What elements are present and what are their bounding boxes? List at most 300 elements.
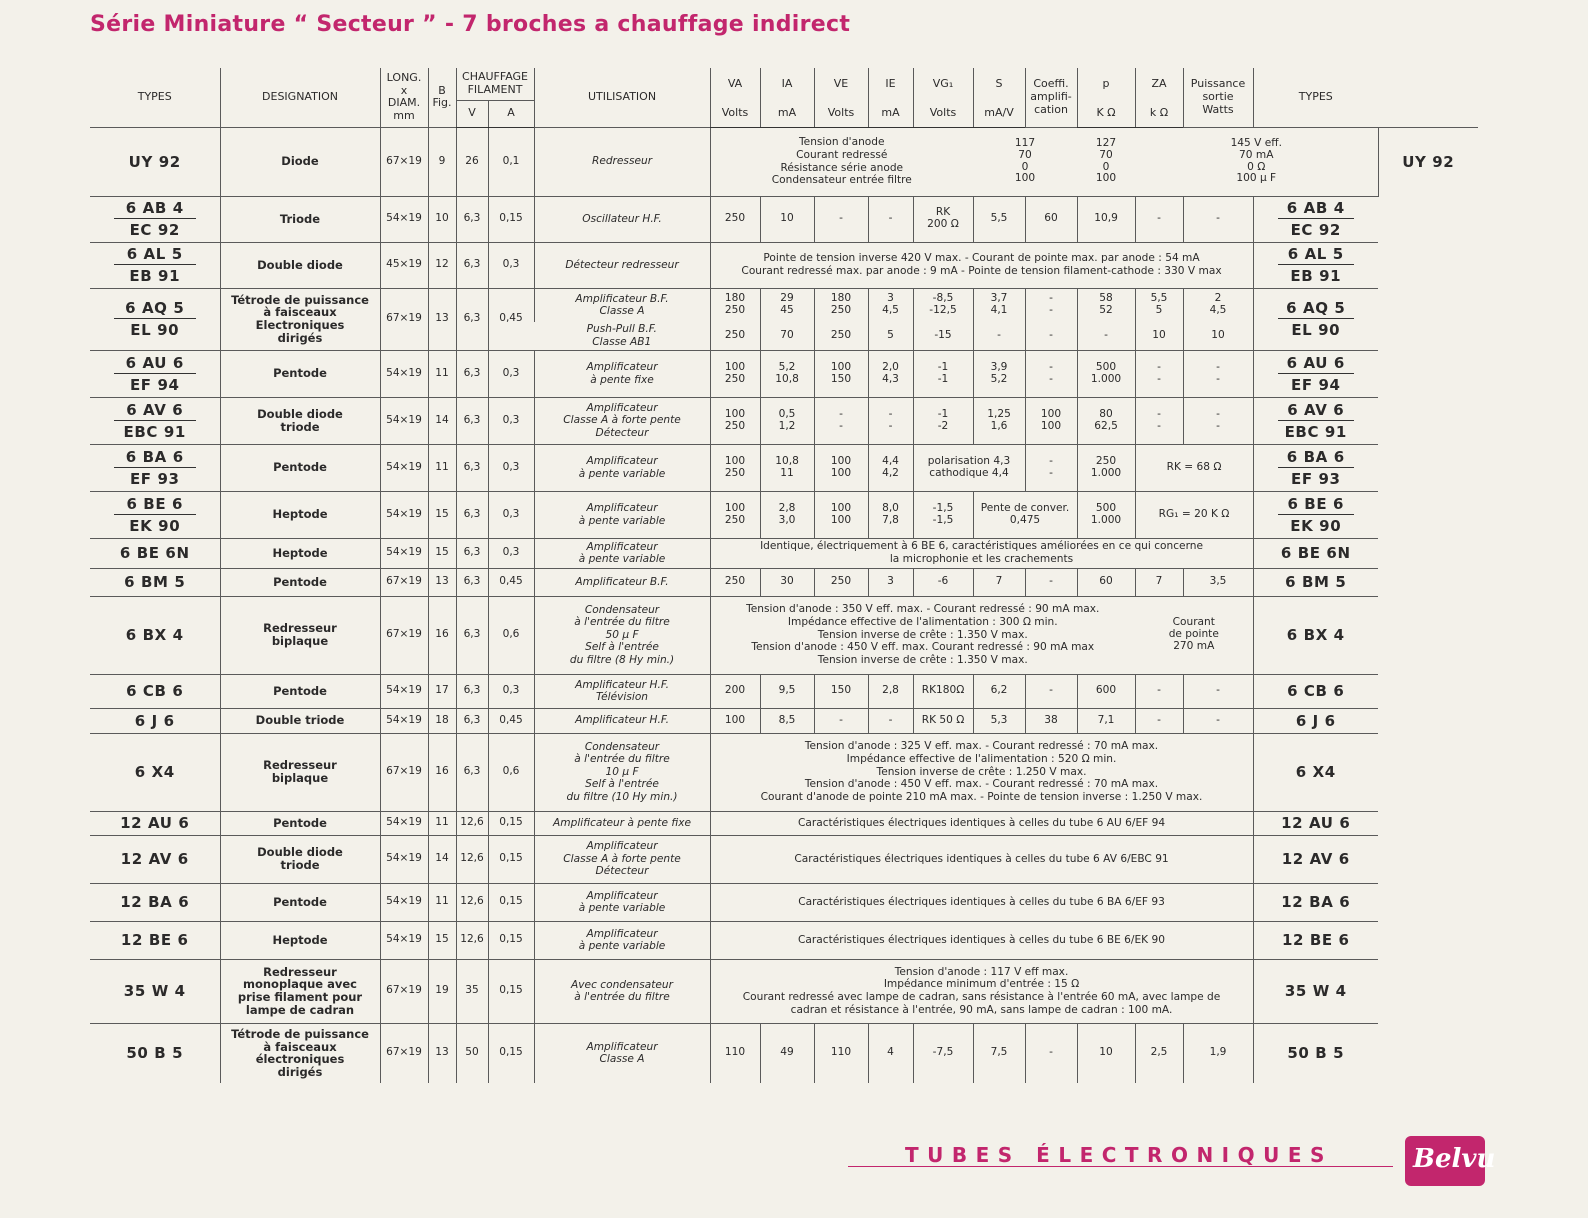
- fig: 16: [428, 596, 456, 674]
- fig: 11: [428, 811, 456, 835]
- tube-type: 6 J 6: [90, 708, 220, 733]
- col-coeff: Coeffi. amplifi- cation: [1025, 68, 1077, 127]
- fil-a: 0,3: [488, 242, 534, 288]
- fig: 10: [428, 196, 456, 242]
- utilisation: Push-Pull B.F. Classe AB1: [586, 323, 657, 348]
- va: 180 250: [710, 288, 760, 322]
- characteristics-text: Tension d'anode : 117 V eff max. Impédance minimum d'entrée : 15 Ω Courant redressé avec lampe de cadran, sans résistance à l'entrée 60 mA, avec lampe de cadran et résistance à l'entrée, 90 mA, sans lampe de cadran : 100 mA.: [710, 959, 1253, 1023]
- coeff: -: [1025, 674, 1077, 708]
- uy92-col3: 127 70 0 100: [1077, 127, 1135, 196]
- utilisation: Détecteur redresseur: [534, 242, 710, 288]
- logo-text: Belvu: [1413, 1144, 1496, 1174]
- va: 250: [710, 322, 760, 350]
- coeff: 38: [1025, 708, 1077, 733]
- utilisation: Condensateur à l'entrée du filtre 10 µ F Self à l'entrée du filtre (10 Hy min.): [534, 733, 710, 811]
- col-s: S: [973, 68, 1025, 100]
- vg: RK 50 Ω: [913, 708, 973, 733]
- coeff: 100 100: [1025, 397, 1077, 444]
- fil-v: 6,3: [456, 288, 488, 350]
- fil-v: 35: [456, 959, 488, 1023]
- coeff: -: [1025, 322, 1077, 350]
- table-row: [90, 568, 1478, 596]
- s: 5,3: [973, 708, 1025, 733]
- za: 10: [1135, 322, 1183, 350]
- col-ve: VE: [814, 68, 868, 100]
- fil-v: 6,3: [456, 397, 488, 444]
- tube-type-right: 6 BE 6 EK 90: [1253, 491, 1378, 538]
- unit-ie: mA: [868, 100, 913, 127]
- vg: -1 -2: [913, 397, 973, 444]
- col-v: V: [456, 100, 488, 127]
- tube-type-right: 12 AU 6: [1253, 811, 1378, 835]
- footer-text: TUBES ÉLECTRONIQUES: [905, 1143, 1333, 1167]
- designation: Redresseur monoplaque avec prise filament pour lampe de cadran: [220, 959, 380, 1023]
- ie: 4,4 4,2: [868, 444, 913, 491]
- p: 80 62,5: [1077, 397, 1135, 444]
- za: -: [1135, 708, 1183, 733]
- tube-type: 50 B 5: [90, 1023, 220, 1083]
- designation: Pentode: [220, 883, 380, 921]
- fil-a: 0,6: [488, 596, 534, 674]
- col-vg: VG₁: [913, 68, 973, 100]
- col-designation: DESIGNATION: [220, 68, 380, 127]
- vg: -7,5: [913, 1023, 973, 1083]
- tube-type-right: 12 AV 6: [1253, 835, 1378, 883]
- fil-a: 0,1: [488, 127, 534, 196]
- puissance: -: [1183, 674, 1253, 708]
- tube-type: 6 BA 6 EF 93: [90, 444, 220, 491]
- table-row: [90, 1023, 1478, 1083]
- va: 100: [710, 708, 760, 733]
- tube-type-right: 6 AQ 5 EL 90: [1253, 288, 1378, 350]
- ia: 9,5: [760, 674, 814, 708]
- long-diam: 54×19: [380, 350, 428, 397]
- table-row: [90, 674, 1478, 708]
- tube-type-right: 6 AV 6 EBC 91: [1253, 397, 1378, 444]
- peak-current: Courant de pointe 270 mA: [1135, 596, 1253, 674]
- col-ie: IE: [868, 68, 913, 100]
- fil-a: 0,3: [488, 350, 534, 397]
- tube-type-right: 6 CB 6: [1253, 674, 1378, 708]
- vg-s: polarisation 4,3 cathodique 4,4: [913, 444, 1025, 491]
- designation: Tétrode de puissance à faisceaux Electroniques dirigés: [220, 288, 380, 350]
- tube-type: 6 AB 4 EC 92: [90, 196, 220, 242]
- table-row: [90, 959, 1478, 1023]
- tube-type: 6 AV 6 EBC 91: [90, 397, 220, 444]
- coeff: -: [1025, 1023, 1077, 1083]
- va: 250: [710, 196, 760, 242]
- table-row: [90, 883, 1478, 921]
- fil-v: 6,3: [456, 350, 488, 397]
- puissance: 1,9: [1183, 1023, 1253, 1083]
- unit-va: Volts: [710, 100, 760, 127]
- fil-v: 6,3: [456, 568, 488, 596]
- coeff: -: [1025, 568, 1077, 596]
- s: 5,5: [973, 196, 1025, 242]
- fil-a: 0,3: [488, 538, 534, 568]
- tube-type-right: 12 BE 6: [1253, 921, 1378, 959]
- col-ia: IA: [760, 68, 814, 100]
- characteristics-text: Pointe de tension inverse 420 V max. - Courant de pointe max. par anode : 54 mA Courant redressé max. par anode : 9 mA - Pointe de tension filament-cathode : 330 V max: [710, 242, 1253, 288]
- fil-a: 0,15: [488, 1023, 534, 1083]
- vg: -8,5 -12,5: [913, 288, 973, 322]
- tube-type-right: 35 W 4: [1253, 959, 1378, 1023]
- long-diam: 67×19: [380, 733, 428, 811]
- utilisation: Condensateur à l'entrée du filtre 50 µ F Self à l'entrée du filtre (8 Hy min.): [534, 596, 710, 674]
- tube-type: 6 AL 5 EB 91: [90, 242, 220, 288]
- tube-type-right: 6 BX 4: [1253, 596, 1378, 674]
- long-diam: 54×19: [380, 708, 428, 733]
- utilisation: Amplificateur à pente fixe: [534, 811, 710, 835]
- fil-a: 0,15: [488, 835, 534, 883]
- uy92-col4: 145 V eff. 70 mA 0 Ω 100 µ F: [1135, 127, 1378, 196]
- va: 200: [710, 674, 760, 708]
- utilisation: Amplificateur Classe A à forte pente Détecteur: [534, 397, 710, 444]
- designation: Heptode: [220, 538, 380, 568]
- designation: Redresseur biplaque: [220, 596, 380, 674]
- p: -: [1077, 322, 1135, 350]
- footer-rule: [848, 1166, 1393, 1167]
- fil-a: 0,15: [488, 811, 534, 835]
- za: 7: [1135, 568, 1183, 596]
- puissance: -: [1183, 196, 1253, 242]
- col-utilisation: UTILISATION: [534, 68, 710, 127]
- va: 250: [710, 568, 760, 596]
- fil-a: 0,3: [488, 674, 534, 708]
- ia: 29 45: [760, 288, 814, 322]
- designation: Redresseur biplaque: [220, 733, 380, 811]
- long-diam: 54×19: [380, 674, 428, 708]
- designation: Pentode: [220, 350, 380, 397]
- tube-type: UY 92: [90, 127, 220, 196]
- ia: 10: [760, 196, 814, 242]
- fil-v: 12,6: [456, 811, 488, 835]
- utilisation: Amplificateur à pente variable: [534, 444, 710, 491]
- fil-v: 6,3: [456, 196, 488, 242]
- col-p: p: [1077, 68, 1135, 100]
- vg: RK 200 Ω: [913, 196, 973, 242]
- coeff: - -: [1025, 444, 1077, 491]
- p: 500 1.000: [1077, 491, 1135, 538]
- table-row: [90, 196, 1478, 242]
- ve: -: [814, 708, 868, 733]
- long-diam: 54×19: [380, 921, 428, 959]
- fil-v: 6,3: [456, 538, 488, 568]
- table-row: [90, 538, 1478, 568]
- tube-type: 12 BA 6: [90, 883, 220, 921]
- designation: Double diode triode: [220, 397, 380, 444]
- ie: 4: [868, 1023, 913, 1083]
- ia: 70: [760, 322, 814, 350]
- col-chauffage: CHAUFFAGE FILAMENT: [456, 68, 534, 100]
- long-diam: 67×19: [380, 568, 428, 596]
- col-puissance: Puissance sortie Watts: [1183, 68, 1253, 127]
- ie: 2,8: [868, 674, 913, 708]
- fil-a: 0,15: [488, 883, 534, 921]
- za: 2,5: [1135, 1023, 1183, 1083]
- designation: Pentode: [220, 674, 380, 708]
- tube-type-right: 6 X4: [1253, 733, 1378, 811]
- s: -: [973, 322, 1025, 350]
- s: 7,5: [973, 1023, 1025, 1083]
- fil-v: 50: [456, 1023, 488, 1083]
- ve: 100 150: [814, 350, 868, 397]
- tube-type-right: 6 J 6: [1253, 708, 1378, 733]
- p: 600: [1077, 674, 1135, 708]
- long-diam: 54×19: [380, 397, 428, 444]
- coeff: 60: [1025, 196, 1077, 242]
- fig: 15: [428, 491, 456, 538]
- long-diam: 54×19: [380, 538, 428, 568]
- table-row: [90, 242, 1478, 288]
- fil-a: 0,15: [488, 959, 534, 1023]
- fil-v: 6,3: [456, 242, 488, 288]
- designation: Double triode: [220, 708, 380, 733]
- puissance: -: [1183, 708, 1253, 733]
- tube-type-right: 12 BA 6: [1253, 883, 1378, 921]
- table-row: [90, 350, 1478, 397]
- fil-a: 0,45: [488, 288, 534, 350]
- puissance: 3,5: [1183, 568, 1253, 596]
- fil-v: 6,3: [456, 444, 488, 491]
- puissance: 2 4,5: [1183, 288, 1253, 322]
- long-diam: 54×19: [380, 491, 428, 538]
- long-diam: 67×19: [380, 288, 428, 350]
- long-diam: 54×19: [380, 811, 428, 835]
- col-a: A: [488, 100, 534, 127]
- fil-v: 6,3: [456, 708, 488, 733]
- za-puissance: RG₁ = 20 K Ω: [1135, 491, 1253, 538]
- va: 110: [710, 1023, 760, 1083]
- utilisation: Amplificateur à pente variable: [534, 883, 710, 921]
- fig: 15: [428, 538, 456, 568]
- ia: 30: [760, 568, 814, 596]
- vg: -6: [913, 568, 973, 596]
- ve: -: [814, 196, 868, 242]
- tube-type-right: UY 92: [1378, 127, 1478, 196]
- characteristics-text: Tension d'anode : 325 V eff. max. - Courant redressé : 70 mA max. Impédance effective de l'alimentation : 520 Ω min. Tension inverse de crête : 1.250 V max. Tension d'anode : 450 V eff. max. - Courant redressé : 70 mA max. Courant d'anode de pointe 210 mA max. - Pointe de tension inverse : 1.250 V max.: [710, 733, 1253, 811]
- designation: Diode: [220, 127, 380, 196]
- za: -: [1135, 196, 1183, 242]
- characteristics-text: Caractéristiques électriques identiques à celles du tube 6 BE 6/EK 90: [710, 921, 1253, 959]
- coeff: - -: [1025, 288, 1077, 322]
- tube-type: 6 AQ 5 EL 90: [90, 288, 220, 350]
- table-row: [90, 708, 1478, 733]
- fig: 17: [428, 674, 456, 708]
- table-row: [90, 811, 1478, 835]
- unit-p: K Ω: [1077, 100, 1135, 127]
- tube-table: [90, 68, 1478, 1083]
- ia: 10,8 11: [760, 444, 814, 491]
- ie: - -: [868, 397, 913, 444]
- p: 60: [1077, 568, 1135, 596]
- utilisation: Amplificateur à pente variable: [534, 491, 710, 538]
- long-diam: 54×19: [380, 835, 428, 883]
- characteristics-text: Caractéristiques électriques identiques à celles du tube 6 AU 6/EF 94: [710, 811, 1253, 835]
- tube-type: 6 X4: [90, 733, 220, 811]
- ia: 2,8 3,0: [760, 491, 814, 538]
- ie: 8,0 7,8: [868, 491, 913, 538]
- unit-ve: Volts: [814, 100, 868, 127]
- fil-a: 0,15: [488, 921, 534, 959]
- fil-v: 6,3: [456, 596, 488, 674]
- long-diam: 54×19: [380, 444, 428, 491]
- fil-v: 12,6: [456, 835, 488, 883]
- tube-type: 6 BX 4: [90, 596, 220, 674]
- col-va: VA: [710, 68, 760, 100]
- p: 250 1.000: [1077, 444, 1135, 491]
- va: 100 250: [710, 491, 760, 538]
- table-row: [90, 596, 1478, 674]
- tube-type-right: 6 AB 4 EC 92: [1253, 196, 1378, 242]
- table-row: [90, 288, 1478, 322]
- p: 58 52: [1077, 288, 1135, 322]
- utilisation: Amplificateur H.F.: [534, 708, 710, 733]
- p: 10,9: [1077, 196, 1135, 242]
- s: 1,25 1,6: [973, 397, 1025, 444]
- long-diam: 67×19: [380, 1023, 428, 1083]
- long-diam: 67×19: [380, 127, 428, 196]
- table-row: [90, 444, 1478, 491]
- table-row: [90, 733, 1478, 811]
- table-row: [90, 835, 1478, 883]
- designation: Tétrode de puissance à faisceaux électroniques dirigés: [220, 1023, 380, 1083]
- va: 100 250: [710, 350, 760, 397]
- long-diam: 54×19: [380, 883, 428, 921]
- fig: 12: [428, 242, 456, 288]
- ve: 100 100: [814, 444, 868, 491]
- za: 5,5 5: [1135, 288, 1183, 322]
- long-diam: 54×19: [380, 196, 428, 242]
- characteristics-text: Caractéristiques électriques identiques à celles du tube 6 BA 6/EF 93: [710, 883, 1253, 921]
- fil-v: 6,3: [456, 491, 488, 538]
- designation: Double diode triode: [220, 835, 380, 883]
- fil-a: 0,3: [488, 397, 534, 444]
- utilisation: Amplificateur Classe A à forte pente Détecteur: [534, 835, 710, 883]
- ie: -: [868, 708, 913, 733]
- fil-a: 0,45: [488, 568, 534, 596]
- table-row: [90, 397, 1478, 444]
- table-row: [90, 127, 1478, 196]
- utilisation: Amplificateur à pente fixe: [534, 350, 710, 397]
- za: -: [1135, 674, 1183, 708]
- fig: 13: [428, 1023, 456, 1083]
- tube-type: 12 AV 6: [90, 835, 220, 883]
- tube-type-right: 6 AU 6 EF 94: [1253, 350, 1378, 397]
- p: 10: [1077, 1023, 1135, 1083]
- tube-type: 6 CB 6: [90, 674, 220, 708]
- unit-ia: mA: [760, 100, 814, 127]
- fil-v: 12,6: [456, 883, 488, 921]
- utilisation: Avec condensateur à l'entrée du filtre: [534, 959, 710, 1023]
- fig: 16: [428, 733, 456, 811]
- utilisation: Amplificateur B.F. Classe A: [534, 288, 710, 322]
- table-row: [90, 491, 1478, 538]
- unit-za: k Ω: [1135, 100, 1183, 127]
- tube-type-right: 6 BE 6N: [1253, 538, 1378, 568]
- utilisation: Amplificateur H.F. Télévision: [534, 674, 710, 708]
- fil-a: 0,6: [488, 733, 534, 811]
- tube-type: 12 BE 6: [90, 921, 220, 959]
- va: 100 250: [710, 444, 760, 491]
- p: 7,1: [1077, 708, 1135, 733]
- ve: 150: [814, 674, 868, 708]
- fil-v: 6,3: [456, 674, 488, 708]
- vg: RK180Ω: [913, 674, 973, 708]
- za-puissance: RK = 68 Ω: [1135, 444, 1253, 491]
- ie: 2,0 4,3: [868, 350, 913, 397]
- fil-v: 26: [456, 127, 488, 196]
- ve: - -: [814, 397, 868, 444]
- ia: 8,5: [760, 708, 814, 733]
- fig: 18: [428, 708, 456, 733]
- fig: 15: [428, 921, 456, 959]
- va: 100 250: [710, 397, 760, 444]
- tube-type: 6 BE 6 EK 90: [90, 491, 220, 538]
- fig: 19: [428, 959, 456, 1023]
- table-row: [90, 921, 1478, 959]
- vg: -1,5 -1,5: [913, 491, 973, 538]
- fig: 13: [428, 288, 456, 350]
- fil-v: 6,3: [456, 733, 488, 811]
- ie: 3: [868, 568, 913, 596]
- long-diam: 67×19: [380, 959, 428, 1023]
- fil-a: 0,45: [488, 708, 534, 733]
- col-za: ZA: [1135, 68, 1183, 100]
- tube-type-right: 50 B 5: [1253, 1023, 1378, 1083]
- unit-s: mA/V: [973, 100, 1025, 127]
- tube-type: 6 BE 6N: [90, 538, 220, 568]
- fil-a: 0,3: [488, 444, 534, 491]
- designation: Triode: [220, 196, 380, 242]
- p: 500 1.000: [1077, 350, 1135, 397]
- designation: Heptode: [220, 491, 380, 538]
- col-types-right: TYPES: [1253, 68, 1378, 127]
- puissance: - -: [1183, 350, 1253, 397]
- belvu-logo: [1405, 1136, 1496, 1186]
- tube-type-right: 6 AL 5 EB 91: [1253, 242, 1378, 288]
- fig: 9: [428, 127, 456, 196]
- tube-type-right: 6 BM 5: [1253, 568, 1378, 596]
- utilisation: Amplificateur Classe A: [534, 1023, 710, 1083]
- fig: 11: [428, 350, 456, 397]
- tube-type: 12 AU 6: [90, 811, 220, 835]
- tube-type: 35 W 4: [90, 959, 220, 1023]
- characteristics-text: Tension d'anode : 350 V eff. max. - Courant redressé : 90 mA max. Impédance effective de l'alimentation : 300 Ω min. Tension inverse de crête : 1.350 V max. Tension d'anode : 450 V eff. max. Courant redressé : 90 mA max Tension inverse de crête : 1.350 V max.: [710, 596, 1135, 674]
- tube-type: 6 AU 6 EF 94: [90, 350, 220, 397]
- designation: Pentode: [220, 811, 380, 835]
- fig: 14: [428, 397, 456, 444]
- puissance: 10: [1183, 322, 1253, 350]
- puissance: - -: [1183, 397, 1253, 444]
- designation: Heptode: [220, 921, 380, 959]
- unit-vg: Volts: [913, 100, 973, 127]
- utilisation: Amplificateur à pente variable: [534, 538, 710, 568]
- long-diam: 45×19: [380, 242, 428, 288]
- col-types: TYPES: [137, 89, 172, 103]
- ve: 250: [814, 322, 868, 350]
- designation: Pentode: [220, 568, 380, 596]
- characteristics-text: Caractéristiques électriques identiques à celles du tube 6 AV 6/EBC 91: [710, 835, 1253, 883]
- fig: 11: [428, 883, 456, 921]
- vg: -15: [913, 322, 973, 350]
- utilisation: Amplificateur à pente variable: [534, 921, 710, 959]
- ve: 180 250: [814, 288, 868, 322]
- ve: 100 100: [814, 491, 868, 538]
- designation: Pentode: [220, 444, 380, 491]
- fig: 14: [428, 835, 456, 883]
- ia: 49: [760, 1023, 814, 1083]
